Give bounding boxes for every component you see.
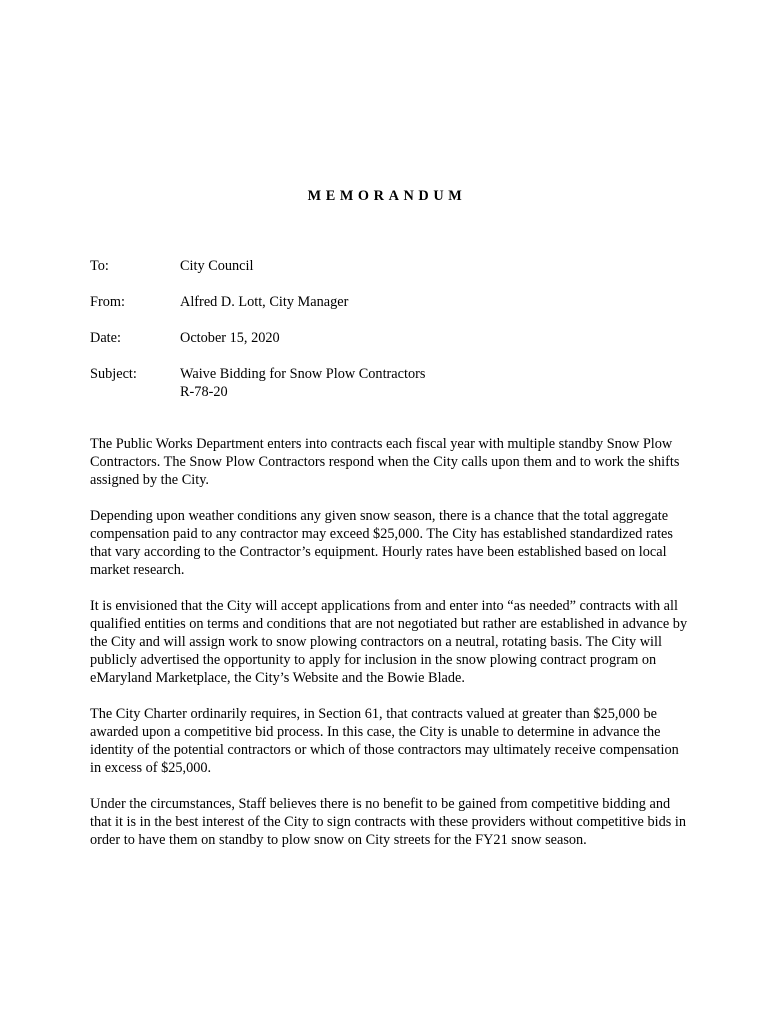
from-value: Alfred D. Lott, City Manager <box>180 294 349 310</box>
date-value: October 15, 2020 <box>180 330 280 346</box>
date-label: Date: <box>90 330 121 346</box>
subject-label: Subject: <box>90 366 137 382</box>
subject-line-2: R-78-20 <box>180 384 228 400</box>
subject-row <box>90 365 690 401</box>
body-paragraph-5: Under the circumstances, Staff believes there is no benefit to be gained from competitive bidding and that it is in the best interest of the City to sign contracts with these providers without competitive bids in order to have them on standby to plow snow on City streets for the FY21 snow season. <box>90 796 687 848</box>
date-row <box>90 329 690 347</box>
memo-body <box>90 435 688 867</box>
memo-header <box>90 257 690 419</box>
to-value: City Council <box>180 258 254 274</box>
body-paragraph-3: It is envisioned that the City will accept applications from and enter into “as needed” contracts with all qualified entities on terms and conditions that are not negotiated but rather are established in advance by the City and will assign work to snow plowing contractors on a neutral, rotating basis. The City will publicly advertised the opportunity to apply for inclusion in the snow plowing contract program on eMaryland Marketplace, the City’s Website and the Bowie Blade. <box>90 598 688 686</box>
memo-title: MEMORANDUM <box>307 188 467 204</box>
from-row <box>90 293 690 311</box>
to-label: To: <box>90 258 109 274</box>
body-paragraph-1: The Public Works Department enters into contracts each fiscal year with multiple standby Snow Plow Contractors. The Snow Plow Contractors respond when the City calls upon them and to work the shifts assigned by the City. <box>90 436 680 488</box>
body-paragraph-2: Depending upon weather conditions any given snow season, there is a chance that the total aggregate compensation paid to any contractor may exceed $25,000. The City has established standardized rates that vary according to the Contractor’s equipment. Hourly rates have been established based on local market research. <box>90 508 673 578</box>
subject-value <box>180 365 425 401</box>
body-paragraph-4: The City Charter ordinarily requires, in Section 61, that contracts valued at greater than $25,000 be awarded upon a competitive bid process. In this case, the City is unable to determine in advance the identity of the potential contractors or which of those contractors may ultimately receive compensation in excess of $25,000. <box>90 706 679 776</box>
to-row <box>90 257 690 275</box>
from-label: From: <box>90 294 125 310</box>
subject-line-1: Waive Bidding for Snow Plow Contractors <box>180 366 426 382</box>
